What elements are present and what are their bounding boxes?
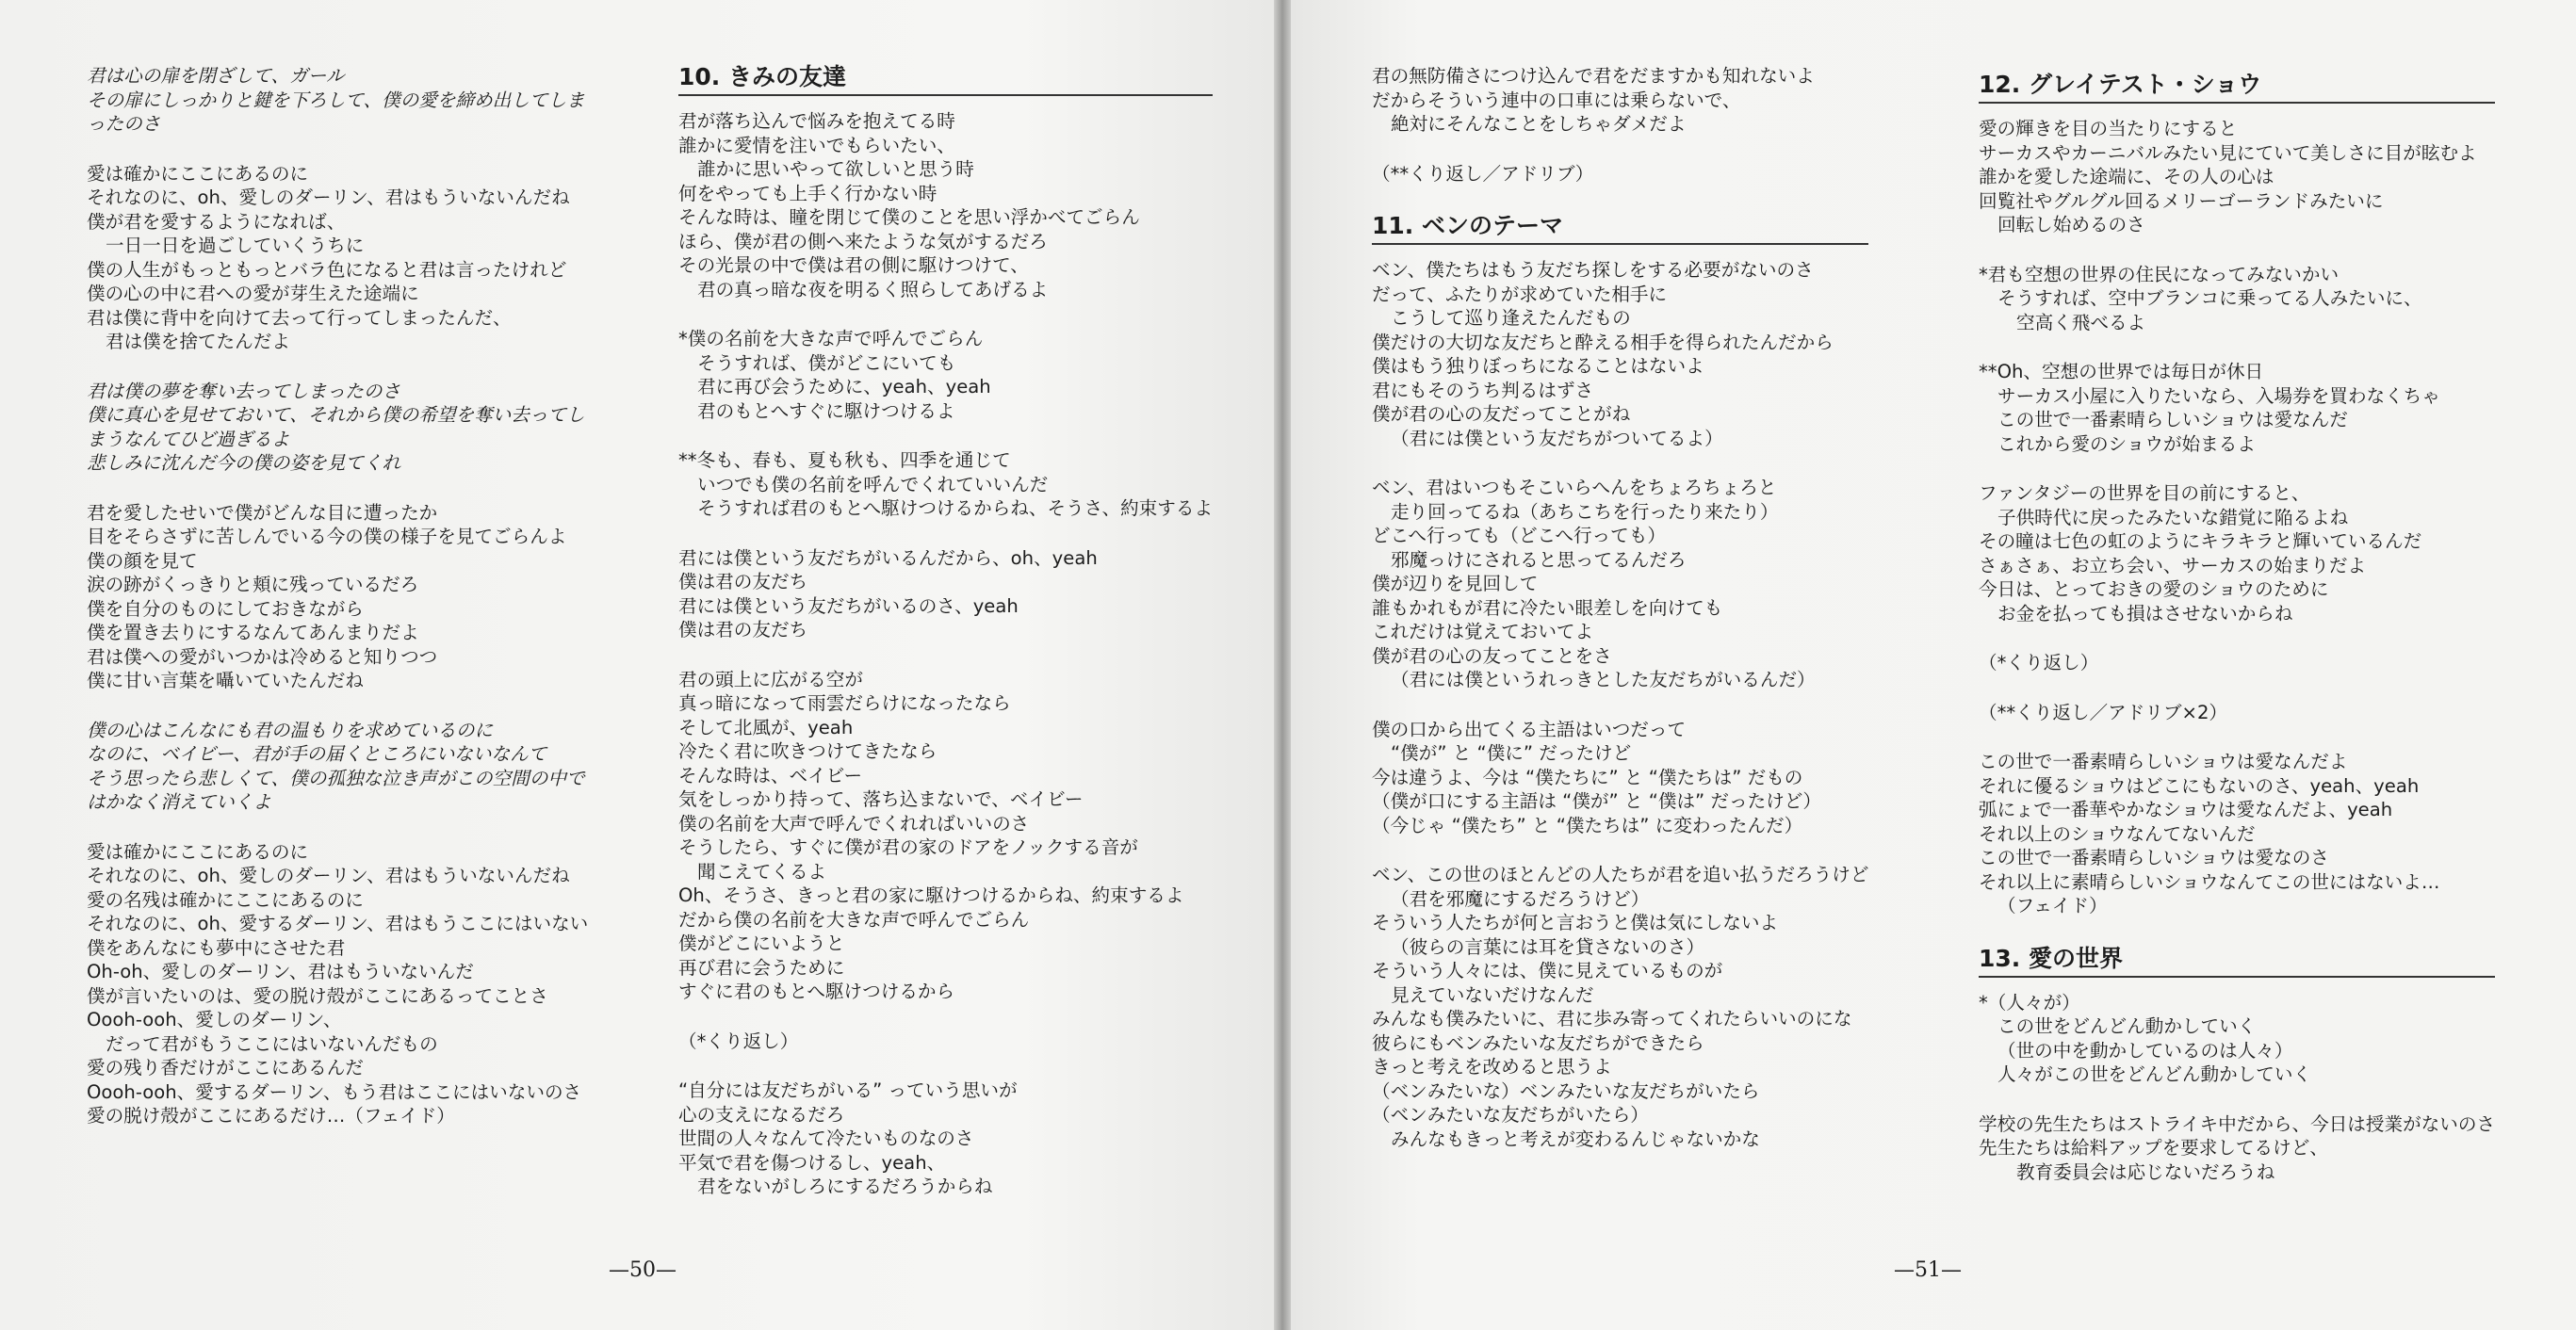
page-number: —51—	[1894, 1258, 1962, 1282]
lyric-line: だって君がもうここにはいないんだもの	[106, 1032, 438, 1055]
lyric-line: 弧にょで一番華やかなショウは愛なんだよ、yeah	[1979, 799, 2393, 820]
lyric-line: 君をないがしろにするだろうからね	[697, 1176, 993, 1197]
lyric-line: 回覧社やグルグル回るメリーゴーランドみたいに	[1979, 189, 2384, 212]
lyric-line: そういう人たちが何と言おうと僕は気にしないよ	[1372, 912, 1779, 933]
lyric-line: それ以上に素晴らしいショウなんてこの世にはないよ…	[1979, 870, 2440, 893]
lyric-line: 平気で君を傷つけるし、yeah、	[678, 1151, 946, 1174]
lyric-line: 気をしっかり持って、落ち込まないで、ベイビー	[678, 788, 1084, 810]
lyric-line: はかなく消えていくよ	[87, 791, 271, 813]
lyric-line: 涙の跡がくっきりと頬に残っているだろ	[87, 574, 419, 595]
lyric-line: ベン、僕たちはもう友だち探しをする必要がないのさ	[1372, 259, 1814, 281]
lyric-line: *君も空想の世界の住民になってみないかい	[1979, 263, 2340, 285]
lyric-line: きっと考えを改めると思うよ	[1372, 1056, 1612, 1078]
lyric-stanza	[1372, 162, 1868, 187]
lyric-line: Oooh-ooh、愛しのダーリン、	[87, 1009, 342, 1030]
lyric-line: 僕が辺りを見回して	[1372, 573, 1539, 594]
lyric-line: 僕を置き去りにするなんてあんまりだよ	[87, 622, 419, 643]
lyric-stanza	[87, 840, 588, 1128]
lyric-line: まうなんてひど過ぎるよ	[87, 428, 290, 450]
lyric-stanza	[87, 719, 588, 815]
page-right	[1291, 0, 2576, 1330]
lyric-line: 愛の名残は確かにここにあるのに	[87, 888, 364, 911]
lyric-line: ベン、この世のほとんどの人たちが君を追い払うだろうけど	[1372, 864, 1869, 885]
lyric-line: いつでも僕の名前を呼んでくれていいんだ	[697, 473, 1049, 495]
lyric-line: （君には僕というれっきとした友だちがいるんだ）	[1391, 669, 1816, 690]
lyric-stanza	[1979, 360, 2495, 456]
right-page-lyrics-column-2	[1979, 70, 2495, 1209]
lyric-line: 悲しみに沈んだ今の僕の姿を見てくれ	[87, 452, 401, 474]
lyric-line: さぁさぁ、お立ち会い、サーカスの始まりだよ	[1979, 554, 2367, 576]
lyric-line: 僕は君の友だち	[678, 619, 808, 641]
lyric-line: “自分には友だちがいる” っていう思いが	[678, 1079, 1018, 1101]
lyric-line: （今じゃ “僕たち” と “僕たちは” に変わったんだ）	[1372, 814, 1803, 836]
song-lyrics-continued	[1372, 64, 1868, 186]
lyric-line: 教育委員会は応じないだろうね	[2016, 1160, 2275, 1183]
lyric-line: そうすれば、僕がどこにいても	[697, 351, 956, 374]
lyric-line: 君を愛したせいで僕がどんな目に遭ったか	[87, 501, 438, 524]
lyric-line: 人々がこの世をどんどん動かしていく	[1997, 1063, 2312, 1085]
lyric-line: 僕の心の中に君への愛が芽生えた途端に	[87, 283, 419, 304]
lyric-line: 邪魔っけにされると思ってるんだろ	[1391, 548, 1687, 571]
lyric-line: （君を邪魔にするだろうけど）	[1391, 887, 1650, 910]
lyric-line: そんな時は、ベイビー	[678, 764, 863, 787]
lyric-line: 僕に真心を見せておいて、それから僕の希望を奪い去ってし	[87, 404, 585, 426]
lyric-line: 愛は確かにここにあるのに	[87, 840, 309, 863]
lyric-line: （**くり返し／アドリブ）	[1372, 162, 1594, 185]
lyric-line: “僕が” と “僕に” だったけど	[1391, 742, 1632, 764]
lyric-line: 誰もかれもが君に冷たい眼差しを向けても	[1372, 596, 1723, 619]
lyric-line: **冬も、春も、夏も秋も、四季を通じて	[678, 449, 1011, 471]
lyric-line: お金を払っても損はさせないからね	[1997, 602, 2293, 624]
lyric-line: 学校の先生たちはストライキ中だから、今日は授業がないのさ	[1979, 1112, 2496, 1135]
song-lyrics	[1979, 991, 2495, 1185]
lyric-line: 目をそらさずに苦しんでいる今の僕の様子を見てごらんよ	[87, 526, 567, 547]
lyric-stanza	[87, 380, 588, 476]
lyric-stanza	[678, 109, 1213, 301]
lyric-line: 彼らにもベンみたいな友だちができたら	[1372, 1031, 1704, 1054]
lyric-line: だって、ふたりが求めていた相手に	[1372, 283, 1668, 305]
lyric-stanza	[678, 1030, 1213, 1054]
lyric-line: この世をどんどん動かしていく	[1997, 1015, 2257, 1037]
lyric-stanza	[1979, 991, 2495, 1087]
lyric-line: そうすれば君のもとへ駆けつけるからね、そうさ、約束するよ	[697, 497, 1214, 519]
song-lyrics	[678, 109, 1213, 1199]
lyric-line: それなのに、oh、愛しのダーリン、君はもういないんだね	[87, 187, 570, 208]
lyric-line: これから愛のショウが始まるよ	[1997, 432, 2256, 455]
lyric-stanza	[87, 64, 588, 137]
lyric-line: 君の無防備さにつけ込んで君をだますかも知れないよ	[1372, 65, 1815, 87]
lyric-line: 僕は君の友だち	[678, 571, 808, 592]
lyric-line: 絶対にそんなことをしちゃダメだよ	[1391, 113, 1687, 135]
lyric-line: 僕がどこにいようと	[678, 933, 845, 954]
lyric-line: 回転し始めるのさ	[1997, 214, 2145, 235]
lyric-line: 愛の残り香だけがここにあるんだ	[87, 1057, 364, 1079]
lyric-line: そう思ったら悲しくて、僕の孤独な泣き声がこの空間の中で	[87, 767, 585, 789]
lyric-line: 僕はもう独りぼっちになることはないよ	[1372, 355, 1704, 377]
lyric-line: 世間の人々なんて冷たいものなのさ	[678, 1127, 974, 1149]
lyric-line: みんなも僕みたいに、君に歩み寄ってくれたらいいのにな	[1372, 1008, 1852, 1030]
lyric-line: その光景の中で僕は君の側に駆けつけて、	[678, 254, 1029, 276]
lyric-line: 愛は確かにここにあるのに	[87, 162, 309, 185]
lyric-stanza	[1372, 863, 1868, 1151]
song-title: 13. 愛の世界	[1979, 944, 2495, 978]
lyric-line: *（人々が）	[1979, 991, 2080, 1014]
lyric-line: 君に再び会うために、yeah、yeah	[697, 376, 991, 397]
lyric-stanza	[678, 448, 1213, 521]
lyric-line: この世で一番素晴らしいショウは愛なんだ	[1997, 409, 2348, 430]
song-title: 11. ベンのテーマ	[1372, 211, 1868, 245]
lyric-line: 何をやっても上手く行かない時	[678, 182, 937, 204]
lyric-line: だから僕の名前を大きな声で呼んでごらん	[678, 908, 1030, 931]
lyric-line: 僕が君の心の友だってことがね	[1372, 403, 1631, 425]
lyric-line: 僕の心はこんなにも君の温もりを求めているのに	[87, 719, 494, 741]
lyric-line: 僕の口から出てくる主語はいつだって	[1372, 718, 1687, 740]
lyric-line: そうしたら、すぐに僕が君の家のドアをノックする音が	[678, 836, 1138, 858]
lyric-line: 僕が君を愛するようになれば、	[87, 210, 346, 233]
page-number: —50—	[609, 1258, 677, 1282]
lyric-line: （ベンみたいな友だちがいたら）	[1372, 1104, 1649, 1126]
right-page-lyrics-column-1	[1372, 64, 1868, 1176]
lyric-stanza	[87, 162, 588, 354]
lyric-line: ほら、僕が君の側へ来たような気がするだろ	[678, 230, 1048, 252]
lyric-line: 今は違うよ、今は “僕たちに” と “僕たちは” だもの	[1372, 766, 1803, 788]
lyric-line: 君の真っ暗な夜を明るく照らしてあげるよ	[697, 278, 1049, 300]
lyric-line: だからそういう連中の口車には乗らないで、	[1372, 89, 1741, 111]
lyric-line: この世で一番素晴らしいショウは愛なんだよ	[1979, 751, 2348, 772]
lyric-line: 君が落ち込んで悩みを抱えてる時	[678, 110, 955, 132]
lyric-line: すぐに君のもとへ駆けつけるから	[678, 981, 955, 1002]
lyric-stanza	[1979, 1112, 2495, 1185]
lyric-line: それ以上のショウなんてないんだ	[1979, 822, 2256, 845]
song-lyrics	[1372, 258, 1868, 1151]
lyric-line: 僕をあんなにも夢中にさせた君	[87, 936, 346, 959]
lyric-line: 子供時代に戻ったみたいな錯覚に陥るよね	[1997, 506, 2349, 528]
lyric-line: 真っ暗になって雨雲だらけになったなら	[678, 692, 1011, 714]
lyric-line: 僕だけの大切な友だちと酔える相手を得られたんだから	[1372, 331, 1834, 353]
lyric-line: そして北風が、yeah	[678, 716, 854, 738]
lyric-line: 冷たく君に吹きつけてきたなら	[678, 740, 937, 762]
lyric-stanza	[1979, 651, 2495, 675]
lyric-line: 君には僕という友だちがいるんだから、oh、yeah	[678, 546, 1098, 569]
song-title: 12. グレイテスト・ショウ	[1979, 70, 2495, 104]
lyric-line: この世で一番素晴らしいショウは愛なのさ	[1979, 847, 2329, 868]
lyric-line: 見えていないだけなんだ	[1391, 983, 1594, 1006]
lyric-line: ベン、君はいつもそこいらへんをちょろちょろと	[1372, 477, 1777, 498]
lyric-line: それなのに、oh、愛するダーリン、君はもうここにはいない	[87, 913, 589, 934]
lyric-line: 君の頭上に広がる空が	[678, 668, 863, 690]
lyric-stanza	[1372, 718, 1868, 838]
lyric-line: （*くり返し）	[678, 1030, 799, 1052]
lyric-line: 君にもそのうち判るはずさ	[1372, 379, 1594, 401]
lyric-line: 誰かに愛情を注いでもらいたい、	[678, 134, 955, 156]
lyric-line: ファンタジーの世界を目の前にすると、	[1979, 482, 2310, 504]
book-gutter	[1274, 0, 1291, 1330]
lyric-line: ったのさ	[87, 113, 161, 135]
lyric-stanza	[1979, 263, 2495, 335]
left-page-lyrics-column-1	[87, 64, 588, 1154]
lyric-line: Oh、そうさ、きっと君の家に駆けつけるからね、約束するよ	[678, 884, 1184, 906]
lyric-line: どこへ行っても（どこへ行っても）	[1372, 525, 1666, 546]
lyric-line: 誰かに思いやって欲しいと思う時	[697, 158, 974, 180]
lyric-line: Oooh-ooh、愛するダーリン、もう君はここにはいないのさ	[87, 1080, 582, 1103]
lyric-line: 君は僕への愛がいつかは冷めると知りつつ	[87, 645, 438, 668]
lyric-line: 僕を自分のものにしておきながら	[87, 597, 364, 620]
lyric-line: そうすれば、空中ブランコに乗ってる人みたいに、	[1997, 287, 2422, 309]
lyric-line: そんな時は、瞳を閉じて僕のことを思い浮かべてごらん	[678, 206, 1140, 228]
lyric-line: その瞳は七色の虹のようにキラキラと輝いているんだ	[1979, 530, 2422, 552]
lyric-line: 愛の脱け殻がここにあるだけ…（フェイド）	[87, 1105, 455, 1127]
lyric-line: （君には僕という友だちがついてるよ）	[1391, 427, 1723, 449]
lyric-stanza	[1372, 64, 1868, 137]
lyric-stanza	[678, 327, 1213, 423]
lyric-line: 今日は、とっておきの愛のショウのために	[1979, 578, 2329, 600]
lyric-line: 君は心の扉を閉ざして、ガール	[87, 65, 345, 87]
lyric-line: 君のもとへすぐに駆けつけるよ	[697, 399, 955, 422]
lyric-line: （フェイド）	[1997, 895, 2108, 916]
lyric-line: 君には僕という友だちがいるのさ、yeah	[678, 594, 1019, 617]
lyric-stanza	[678, 1079, 1213, 1199]
song-title: 10. きみの友達	[678, 62, 1213, 96]
lyric-line: 僕の人生がもっともっとバラ色になると君は言ったけれど	[87, 258, 567, 281]
lyric-line: 君は僕の夢を奪い去ってしまったのさ	[87, 380, 401, 402]
lyric-line: 君は僕を捨てたんだよ	[106, 331, 290, 352]
lyric-line: 僕の名前を大声で呼んでくれればいいのさ	[678, 812, 1030, 835]
lyric-line: 先生たちは給料アップを要求してるけど、	[1979, 1137, 2328, 1159]
lyric-line: **Oh、空想の世界では毎日が休日	[1979, 361, 2264, 382]
lyric-line: 僕が言いたいのは、愛の脱け殻がここにあるってことさ	[87, 984, 548, 1007]
lyric-line: そういう人々には、僕に見えているものが	[1372, 960, 1723, 981]
lyric-line: 走り回ってるね（あちこちを行ったり来たり）	[1391, 500, 1779, 523]
lyric-line: なのに、ベイビー、君が手の届くところにいないなんて	[87, 743, 547, 765]
lyric-line: （世の中を動かしているのは人々）	[1997, 1039, 2293, 1062]
lyric-stanza	[1372, 258, 1868, 450]
lyric-stanza	[1979, 481, 2495, 625]
lyric-line: （ベンみたいな）ベンみたいな友だちがいたら	[1372, 1079, 1760, 1102]
lyric-line: （僕が口にする主語は “僕が” と “僕は” だったけど）	[1372, 790, 1821, 812]
lyric-line: （*くり返し）	[1979, 652, 2099, 673]
song-lyrics	[1979, 117, 2495, 918]
lyric-line: 愛の輝きを目の当たりにすると	[1979, 118, 2238, 139]
lyric-line: 僕が君の心の友ってことをさ	[1372, 644, 1612, 667]
lyric-line: こうして巡り逢えたんだもの	[1391, 307, 1631, 329]
lyric-line: それなのに、oh、愛しのダーリン、君はもういないんだね	[87, 865, 570, 886]
page-left	[0, 0, 1274, 1330]
lyric-line: （**くり返し／アドリブ×2）	[1979, 701, 2228, 723]
lyric-line: Oh-oh、愛しのダーリン、君はもういないんだ	[87, 961, 474, 982]
lyric-line: その扉にしっかりと鍵を下ろして、僕の愛を締め出してしま	[87, 89, 585, 111]
lyric-line: 一日一日を過ごしていくうちに	[106, 235, 365, 256]
lyric-line: それに優るショウはどこにもないのさ、yeah、yeah	[1979, 774, 2420, 797]
lyric-line: 君は僕に背中を向けて去って行ってしまったんだ、	[87, 306, 512, 329]
lyric-stanza	[1979, 117, 2495, 237]
lyric-stanza	[678, 546, 1213, 642]
lyric-stanza	[1979, 750, 2495, 918]
lyric-stanza	[87, 501, 588, 693]
lyric-line: サーカスやカーニバルみたい見にていて美しさに目が眩むよ	[1979, 141, 2477, 164]
lyric-line: 誰かを愛した途端に、その人の心は	[1979, 166, 2274, 187]
lyric-line: 僕の顔を見て	[87, 549, 198, 572]
lyric-line: これだけは覚えておいてよ	[1372, 621, 1594, 642]
lyric-line: 空高く飛べるよ	[2016, 311, 2146, 333]
lyric-stanza	[1979, 701, 2495, 725]
lyric-line: 僕に甘い言葉を囁いていたんだね	[87, 670, 364, 691]
lyric-line: みんなもきっと考えが変わるんじゃないかな	[1391, 1127, 1760, 1150]
lyric-line: サーカス小屋に入りたいなら、入場券を買わなくちゃ	[1997, 384, 2440, 407]
lyric-line: *僕の名前を大きな声で呼んでごらん	[678, 328, 984, 349]
lyric-line: 再び君に会うために	[678, 956, 845, 979]
lyric-stanza	[678, 668, 1213, 1004]
lyric-line: （彼らの言葉には耳を貸さないのさ）	[1391, 935, 1705, 958]
lyric-stanza	[1372, 476, 1868, 692]
lyric-line: 聞こえてくるよ	[697, 860, 827, 883]
lyric-line: 心の支えになるだろ	[678, 1103, 845, 1126]
left-page-lyrics-column-2	[678, 62, 1213, 1225]
